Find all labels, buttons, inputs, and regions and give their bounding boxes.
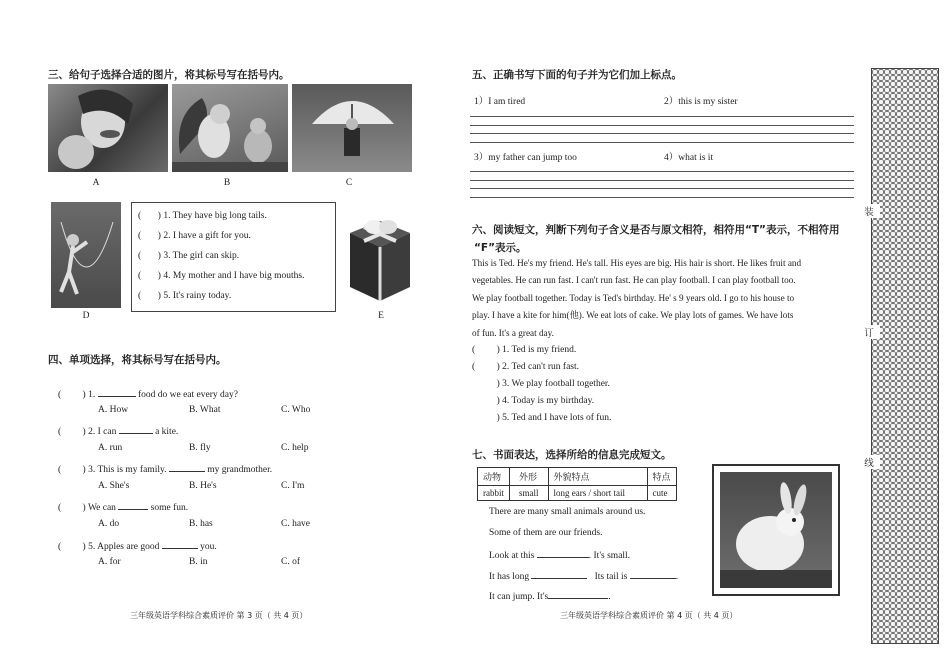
writing-line[interactable] xyxy=(470,142,854,143)
table-header-cell: 外形 xyxy=(510,468,549,486)
writing-line[interactable] xyxy=(470,125,854,126)
sentence-row-1 xyxy=(138,211,267,221)
option-a: A. run xyxy=(98,443,123,453)
label-b: B xyxy=(223,178,231,188)
statement-text: 1. Ted is my friend. xyxy=(502,345,577,355)
option-c: C. of xyxy=(281,557,300,567)
writing-line[interactable] xyxy=(470,133,854,134)
sentence-text: 2. I have a gift for you. xyxy=(163,231,251,241)
writing-line[interactable] xyxy=(470,188,854,189)
paren-close: ) xyxy=(157,251,161,261)
sentence-text: 1. They have big long tails. xyxy=(163,211,267,221)
answer-paren[interactable]: ( xyxy=(58,465,62,475)
answer-paren[interactable]: ( xyxy=(472,362,476,372)
picture-d-art xyxy=(51,202,121,308)
binding-word-zhuang: 装 xyxy=(858,204,880,218)
answer-blank[interactable] xyxy=(162,539,198,549)
animal-info-table xyxy=(477,467,677,501)
sentence-row-3 xyxy=(138,251,239,261)
picture-b-art xyxy=(172,84,288,172)
question-pre: We can xyxy=(87,503,116,513)
line-text: It has long xyxy=(489,572,530,582)
section6-heading-line2: “F”表示。 xyxy=(474,242,527,254)
option-c: C. I'm xyxy=(281,481,305,491)
question-5 xyxy=(58,539,217,552)
paren-open[interactable]: ( xyxy=(138,211,142,221)
passage-line: play. I have a kite for him(他). We eat lots of cake. We play lots of games. We have lots xyxy=(472,310,794,321)
passage-line: We play football together. Today is Ted's birthday. He' s 9 years old. I go to his house to xyxy=(472,292,795,303)
label-a: A xyxy=(92,178,100,188)
question-post: my grandmother. xyxy=(207,465,273,475)
statement-text: 2. Ted can't run fast. xyxy=(502,362,580,372)
statement-text: 3. We play football together. xyxy=(502,379,610,389)
section4-heading: 四、单项选择，将其标号写在括号内。 xyxy=(48,354,227,366)
passage-line: vegetables. He can run fast. I can't run fast. He can play football. I can play football too. xyxy=(472,275,796,286)
line-text: . It's small. xyxy=(588,551,631,561)
option-b: B. He's xyxy=(189,481,217,491)
question-pre: I can xyxy=(97,427,117,437)
section5-item-2: 2）this is my sister xyxy=(664,97,738,107)
question-2 xyxy=(58,424,178,437)
question-post: a kite. xyxy=(155,427,179,437)
question-post: some fun. xyxy=(150,503,189,513)
table-header-cell: 特点 xyxy=(647,468,676,486)
composition-line-4 xyxy=(489,569,678,582)
question-number: 5. xyxy=(88,542,96,552)
table-cell: cute xyxy=(647,486,676,501)
question-number: 1. xyxy=(88,390,96,400)
reading-passage xyxy=(472,255,852,342)
statement-3 xyxy=(472,379,610,389)
paren-open[interactable]: ( xyxy=(138,271,142,281)
writing-line[interactable] xyxy=(470,116,854,117)
picture-d-girl-skipping xyxy=(51,202,121,308)
line-text: Look at this xyxy=(489,551,535,561)
paren-close: ) xyxy=(157,291,161,301)
question-number: 2. xyxy=(88,427,96,437)
table-cell: rabbit xyxy=(478,486,510,501)
paren-close: ) xyxy=(82,542,86,552)
paren-close: ) xyxy=(496,396,500,406)
answer-paren[interactable]: ( xyxy=(58,503,62,513)
line-text: Its tail is xyxy=(594,572,628,582)
section5-item-1: 1）I am tired xyxy=(474,97,526,107)
paren-close: ) xyxy=(496,362,500,372)
writing-line[interactable] xyxy=(470,171,854,172)
label-d: D xyxy=(82,311,90,321)
answer-blank[interactable] xyxy=(98,387,136,397)
paren-close: ) xyxy=(496,413,500,423)
picture-e-gift-box xyxy=(344,205,414,305)
question-number: 3. xyxy=(88,465,96,475)
sentence-text: 3. The girl can skip. xyxy=(163,251,240,261)
paren-close: ) xyxy=(496,379,500,389)
paren-close: ) xyxy=(82,465,86,475)
answer-paren[interactable]: ( xyxy=(58,542,62,552)
binding-word-ding: 订 xyxy=(858,325,880,339)
answer-paren[interactable]: ( xyxy=(472,345,476,355)
table-cell: long ears / short tail xyxy=(548,486,647,501)
answer-paren[interactable]: ( xyxy=(58,390,62,400)
binding-margin-pattern xyxy=(871,68,939,644)
sentence-row-4 xyxy=(138,271,305,281)
option-b: B. What xyxy=(189,405,221,415)
section6-heading-line1: 六、阅读短文，判断下列句子含义是否与原文相符，相符用“T”表示，不相符用 xyxy=(472,224,840,236)
table-header-row xyxy=(478,468,677,486)
sentence-row-2 xyxy=(138,231,251,241)
option-c: C. Who xyxy=(281,405,311,415)
answer-blank[interactable] xyxy=(537,548,589,558)
statement-2 xyxy=(472,362,579,372)
table-header-cell: 动物 xyxy=(478,468,510,486)
composition-line-1: There are many small animals around us. xyxy=(489,507,646,517)
table-cell: small xyxy=(510,486,549,501)
answer-paren[interactable]: ( xyxy=(58,427,62,437)
option-c: C. have xyxy=(281,519,311,529)
option-a: A. She's xyxy=(98,481,130,491)
picture-a-art xyxy=(48,84,168,172)
composition-line-5 xyxy=(489,589,611,602)
statement-4 xyxy=(472,396,594,406)
statement-text: 5. Ted and I have lots of fun. xyxy=(502,413,612,423)
option-b: B. in xyxy=(189,557,208,567)
table-row xyxy=(478,486,677,501)
question-1 xyxy=(58,387,238,400)
table-header-cell: 外貌特点 xyxy=(548,468,647,486)
picture-a-mother-daughter xyxy=(48,84,168,172)
rabbit-photo-frame xyxy=(712,464,840,596)
answer-blank[interactable] xyxy=(118,500,148,510)
option-c: C. help xyxy=(281,443,309,453)
answer-blank[interactable] xyxy=(630,569,676,579)
rabbit-photo xyxy=(720,472,832,588)
question-pre: Apples are good xyxy=(97,542,160,552)
section5-item-3: 3）my father can jump too xyxy=(474,153,577,163)
section5-item-4: 4）what is it xyxy=(664,153,714,163)
question-post: food do we eat every day? xyxy=(137,390,238,400)
left-footer: 三年级英语学科综合素质评价 第 3 页（ 共 4 页） xyxy=(130,611,308,620)
paren-close: ) xyxy=(82,503,86,513)
writing-line[interactable] xyxy=(470,180,854,181)
question-post: you. xyxy=(200,542,217,552)
line-text: It can jump. It's xyxy=(489,592,549,602)
paren-close: ) xyxy=(82,427,86,437)
label-e: E xyxy=(378,311,384,321)
line-text: . xyxy=(608,592,611,602)
paren-open[interactable]: ( xyxy=(138,291,142,301)
binding-word-xian: 线 xyxy=(858,455,880,469)
paren-close: ) xyxy=(157,231,161,241)
statement-5 xyxy=(472,413,611,423)
line-text: . xyxy=(675,572,679,582)
label-c: C xyxy=(345,178,353,188)
option-b: B. fly xyxy=(189,443,211,453)
paren-close: ) xyxy=(82,390,86,400)
answer-blank[interactable] xyxy=(169,462,205,472)
option-a: A. do xyxy=(98,519,120,529)
option-b: B. has xyxy=(189,519,213,529)
statement-text: 4. Today is my birthday. xyxy=(502,396,595,406)
option-a: A. How xyxy=(98,405,129,415)
sentence-text: 4. My mother and I have big mouths. xyxy=(163,271,305,281)
picture-b-squirrels xyxy=(172,84,288,172)
paren-close: ) xyxy=(157,271,161,281)
section3-heading: 三、给句子选择合适的图片，将其标号写在括号内。 xyxy=(48,69,290,81)
question-pre: This is my family. xyxy=(97,465,167,475)
paren-open[interactable]: ( xyxy=(138,231,142,241)
picture-c-umbrella-child xyxy=(292,84,412,172)
answer-blank[interactable] xyxy=(531,569,587,579)
passage-line: This is Ted. He's my friend. He's tall. His eyes are big. His hair is short. He likes fruit and xyxy=(472,258,802,268)
right-footer: 三年级英语学科综合素质评价 第 4 页（ 共 4 页） xyxy=(560,611,738,620)
section7-heading: 七、书面表达，选择所给的信息完成短文。 xyxy=(472,449,672,461)
composition-line-2: Some of them are our friends. xyxy=(489,528,603,538)
option-a: A. for xyxy=(98,557,121,567)
picture-e-art xyxy=(344,205,414,305)
sentence-text: 5. It's rainy today. xyxy=(163,291,232,301)
paren-close: ) xyxy=(157,211,161,221)
question-3 xyxy=(58,462,272,475)
picture-c-art xyxy=(292,84,412,172)
passage-line: of fun. It's a great day. xyxy=(472,327,554,338)
rabbit-art xyxy=(720,472,832,588)
section5-heading: 五、正确书写下面的句子并为它们加上标点。 xyxy=(472,69,682,81)
paren-close: ) xyxy=(496,345,500,355)
sentence-row-5 xyxy=(138,291,231,301)
question-4 xyxy=(58,500,188,513)
composition-line-3 xyxy=(489,548,630,561)
answer-blank[interactable] xyxy=(548,589,608,599)
writing-line[interactable] xyxy=(470,197,854,198)
paren-open[interactable]: ( xyxy=(138,251,142,261)
answer-blank[interactable] xyxy=(119,424,153,434)
statement-1 xyxy=(472,345,576,355)
